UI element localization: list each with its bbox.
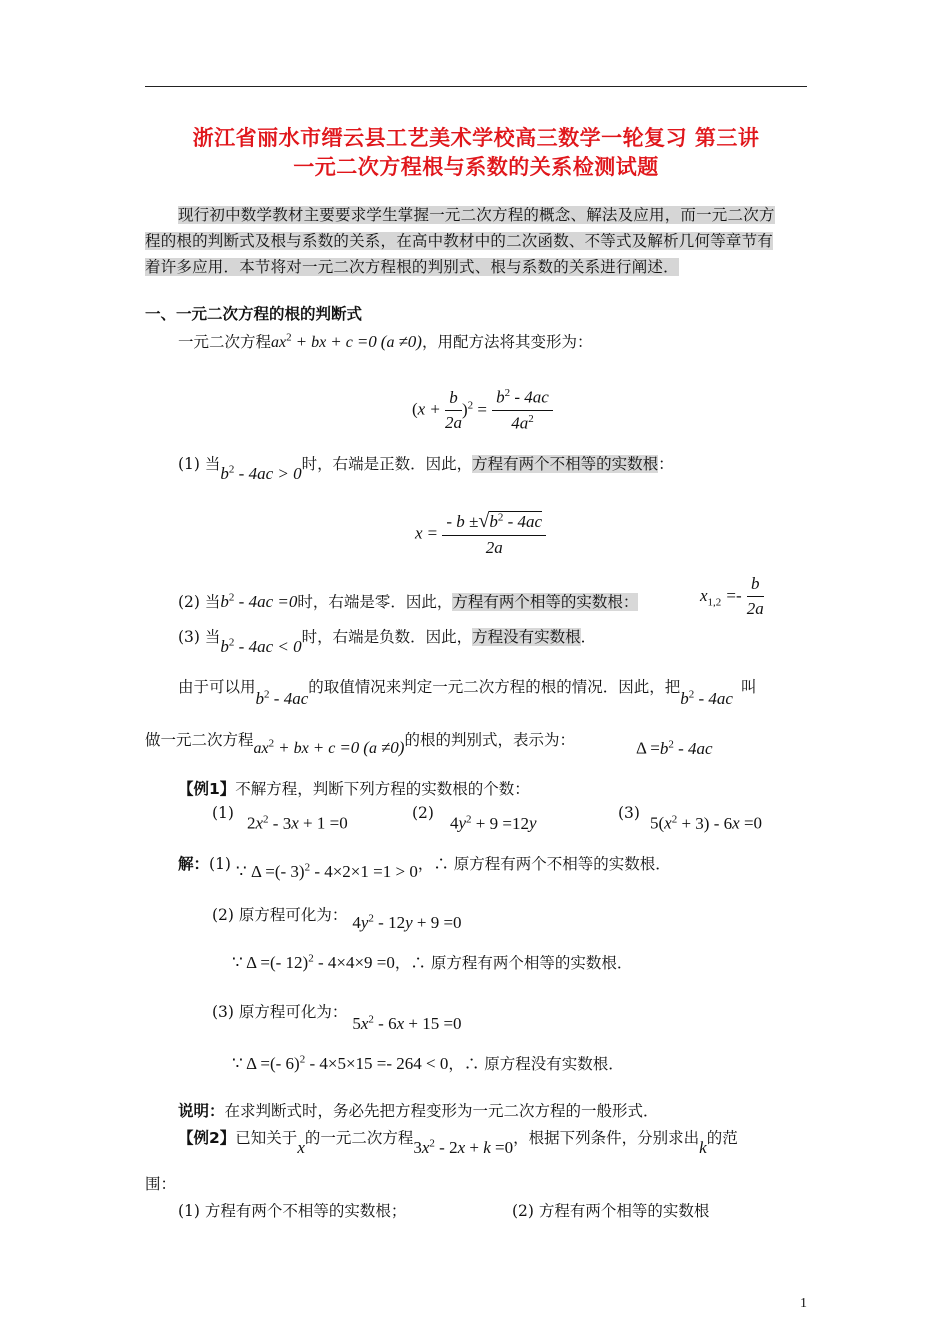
case-1: (1) 当$b^2 - 4ac > 0$时，右端是正数．因此，方程有两个不相等的实数根： [178,455,674,483]
title-line-1: 浙江省丽水市缙云县工艺美术学校高三数学一轮复习 第三讲 [192,126,760,150]
section-heading: 一、一元二次方程的根的判断式 [145,305,363,323]
solution-3-disc: ∵ Δ =(- 6)$^2$ - 4×5×15 =- 264 < 0，∴ 原方程没有实数根． [232,1053,624,1073]
case-3: (3) 当$b^2 - 4ac < 0$时，右端是负数．因此，方程没有实数根． [178,628,597,656]
para-3: 做一元二次方程$ax^2$ + bx + c =0 (a ≠0)的根的判别式，表示为： [145,731,575,757]
title-line-2: 一元二次方程根与系数的关系检测试题 [293,155,659,179]
ex1-item-3-eq: $5(x^2 + 3) - 6x =0$ [650,813,763,833]
page-number: 1 [800,1296,807,1311]
discriminant-def: $\Delta =b^2 - 4ac$ [636,738,713,758]
header-rule [145,86,807,87]
example-1-header: 【例1】不解方程，判断下列方程的实数根的个数： [178,780,530,798]
intro-line-3: 着许多应用．本节将对一元二次方程根的判别式、根与系数的关系进行阐述． [145,258,679,276]
ex1-item-1-eq: $2x^2 - 3x + 1 =0$ [247,813,348,833]
ex1-item-1-num: (1) [212,804,234,822]
intro-line-2: 程的根的判断式及根与系数的关系，在高中教材中的二次函数、不等式及解析几何等章节有 [145,232,774,250]
note: 说明：在求判断式时，务必先把方程变形为一元二次方程的一般形式． [178,1102,659,1120]
ex1-item-2-num: (2) [412,804,434,822]
ex1-item-3-num: (3) [618,804,640,822]
para-2: 由于可以用$b^2 - 4ac$的取值情况来判定一元二次方程的根的情况．因此，把$b^2 - 4ac$叫 [178,678,757,708]
solution-3: (3) 原方程可化为： $5x^2 - 6x + 15 =0$ [212,1003,462,1033]
completed-square-formula: (x + $\frac{b}{2a}$ )$^2$ = $\frac{b^2 - 4ac}{4a^2}$ [412,387,553,433]
case-2: (2) 当$b^2 - 4ac =0$时，右端是零．因此，方程有两个相等的实数根： [178,591,639,611]
quadratic-formula: x = $\frac{- b \pm√b^2 - 4ac}{2a}$ [415,510,546,558]
example-2-line-2: 围： [145,1175,177,1193]
double-root-formula: $x_{1,2}$ =- $\frac{b}{2a}$ [700,574,764,618]
solution-2: (2) 原方程可化为： $4y^2 - 12y + 9 =0$ [212,906,462,932]
intro-line-1: 现行初中数学教材主要要求学生掌握一元二次方程的概念、解法及应用，而一元二次方 [178,206,775,224]
example-2-header: 【例2】已知关于x的一元二次方程$3x^2 - 2x + k =0$，根据下列条件，分别求出k的范 [178,1129,738,1157]
example-2-cond-2: (2) 方程有两个相等的实数根 [512,1202,710,1220]
solution-1: 解：(1) ∵ Δ =(- 3)$^2$ - 4×2×1 =1 > 0，∴ 原方程有两个不相等的实数根． [178,855,671,881]
para-1: 一元二次方程$ax^2$ + bx + c =0 (a ≠0)，用配方法将其变形为： [178,331,593,351]
example-2-cond-1: (1) 方程有两个不相等的实数根； [178,1202,407,1220]
ex1-item-2-eq: $4y^2 + 9 =12y$ [450,813,537,833]
solution-2-disc: ∵ Δ =(- 12)$^2$ - 4×4×9 =0，∴ 原方程有两个相等的实数根． [232,952,633,972]
